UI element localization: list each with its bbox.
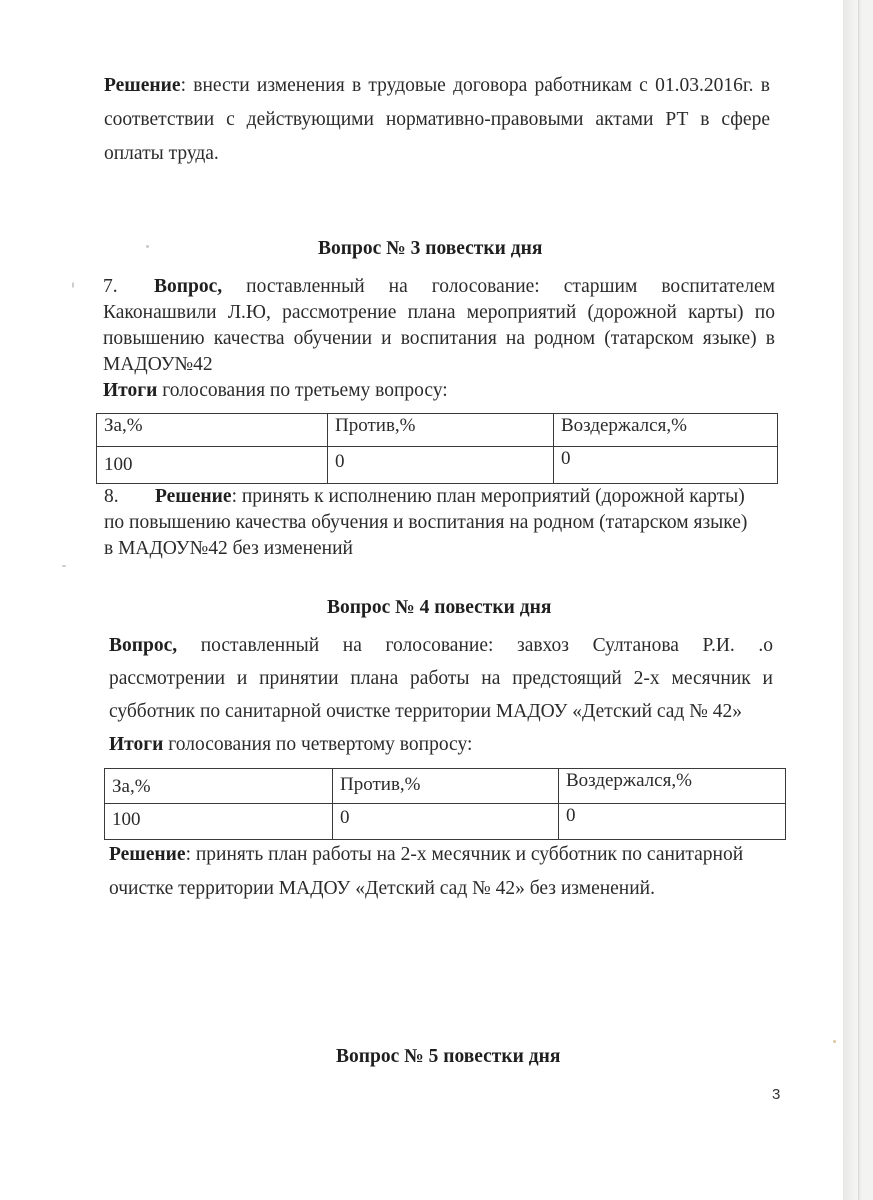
header-for: За,% — [105, 769, 333, 804]
value-for: 100 — [105, 804, 333, 840]
value-abstained: 0 — [559, 804, 786, 840]
section-4-results-caption: Итоги голосования по четвертому вопросу: — [109, 734, 473, 755]
decision-label: Решение — [104, 75, 181, 96]
section-5-heading: Вопрос № 5 повестки дня — [336, 1046, 561, 1067]
section-3-vote-table — [96, 413, 778, 484]
decision-label: Решение — [109, 844, 186, 865]
value-for: 100 — [97, 447, 328, 484]
header-against: Против,% — [328, 414, 554, 447]
section-4-question-line-2: рассмотрении и принятии плана работы на предстоящий 2-х месячник и — [109, 668, 773, 689]
section-3-heading: Вопрос № 3 повестки дня — [318, 238, 543, 259]
question-label: Вопрос, — [109, 635, 178, 656]
table-row — [105, 804, 786, 840]
table-row — [97, 447, 778, 484]
intro-decision-line-2: соответствии с действующими нормативно-правовыми актами РТ в сфере — [104, 109, 770, 130]
intro-decision-line-3: оплаты труда. — [104, 143, 219, 164]
scan-speck — [62, 565, 66, 567]
section-3-results-caption: Итоги голосования по третьему вопросу: — [103, 380, 448, 401]
scan-speck — [833, 1040, 836, 1043]
section-4-decision-line-2: очистке территории МАДОУ «Детский сад № 42» без изменений. — [109, 878, 655, 899]
section-4-question-line-3: субботник по санитарной очистке территории МАДОУ «Детский сад № 42» — [109, 701, 742, 722]
section-3-question-line-4: МАДОУ№42 — [103, 354, 213, 375]
section-4-question-line-1: Вопрос, поставленный на голосование: завхоз Султанова Р.И. .о — [109, 635, 773, 656]
scan-speck — [146, 245, 149, 248]
item-number: 8. — [104, 486, 119, 507]
table-header-row — [105, 769, 786, 804]
header-against: Против,% — [333, 769, 559, 804]
value-against: 0 — [328, 447, 554, 484]
header-abstained: Воздержался,% — [554, 414, 778, 447]
section-3-question-line-3: повышению качества обучении и воспитания на родном (татарском языке) в — [103, 328, 775, 349]
header-abstained: Воздержался,% — [559, 769, 786, 804]
item-number: 7. — [103, 276, 118, 297]
results-label: Итоги — [103, 380, 158, 401]
section-3-decision-line-3: в МАДОУ№42 без изменений — [104, 538, 353, 559]
question-label: Вопрос, — [154, 276, 223, 297]
intro-decision-line-1: Решение: внести изменения в трудовые договора работникам с 01.03.2016г. в — [104, 75, 770, 96]
scan-speck — [72, 282, 74, 288]
header-for: За,% — [97, 414, 328, 447]
value-abstained: 0 — [554, 447, 778, 484]
table-header-row — [97, 414, 778, 447]
value-against: 0 — [333, 804, 559, 840]
results-label: Итоги — [109, 734, 164, 755]
document-page: Решение: внести изменения в трудовые договора работникам с 01.03.2016г. в соответствии с действующими нормативно-правовыми актами РТ в сфере оплаты труда. Вопрос № 3 повестки дня 7. Вопрос, поставленный на голосование: старшим воспитателем Каконашвили Л.Ю, рассмотрение плана мероприятий (дорожной карты) по повышению качества обучении и воспитания на родном (татарском языке) в МАДОУ№42 Итоги голосования по третьему вопросу: За,% Против,% Воздержался,% 100 0 0 8. Решение: принять к исполнению план мероприятий (дорожной карты) по повышению качества обучения и воспитания на родном (татарском языке) в МАДОУ№42 без изменений Вопрос № 4 повестки дня Вопрос, поставленный на голосование: завхоз Султанова Р.И. .о рассмотрении и принятии плана работы на предстоящий 2-х месячник и субботник по санитарной очистке территории МАДОУ «Детский сад № 42» Итоги голосования по четвертому вопросу: За,% Против,% Воздержался,% 100 0 0 Решение: принять план работы на 2-х месячник и субботник по санитарной очистке территории МАДОУ «Детский сад № 42» без изменений. Вопрос № 5 повестки дня 3 — [0, 0, 858, 1200]
page-number: 3 — [772, 1086, 781, 1103]
section-4-vote-table — [104, 768, 786, 840]
section-3-decision-line-2: по повышению качества обучения и воспитания на родном (татарском языке) — [104, 512, 748, 533]
section-4-heading: Вопрос № 4 повестки дня — [327, 597, 552, 618]
page-edge — [843, 0, 858, 1200]
section-4-decision-line-1: Решение: принять план работы на 2-х месячник и субботник по санитарной — [109, 844, 744, 865]
section-3-question-line-2: Каконашвили Л.Ю, рассмотрение плана мероприятий (дорожной карты) по — [103, 302, 775, 323]
decision-label: Решение — [155, 486, 232, 507]
